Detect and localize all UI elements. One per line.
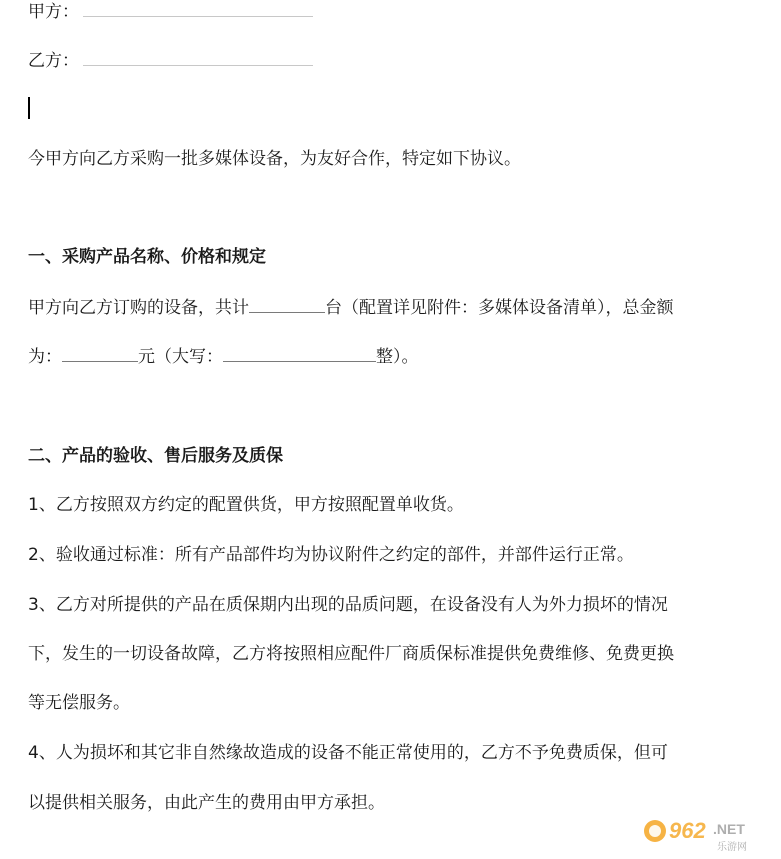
section1-line1-text-b: 台（配置详见附件：多媒体设备清单），总金额 [325,298,674,318]
section1-heading: 一、采购产品名称、价格和规定 [28,247,266,267]
section1-line2-text-a: 为： [28,347,62,367]
party-b-blank[interactable] [83,49,313,66]
section2-item3-line1: 3、乙方对所提供的产品在质保期内出现的品质问题，在设备没有人为外力损坏的情况 [28,595,668,615]
watermark-badge-icon [644,820,666,842]
quantity-blank[interactable] [249,296,325,313]
section1-line2 [28,345,419,368]
amount-words-blank[interactable] [223,345,376,362]
watermark-sub-text: 乐游网 [717,842,747,853]
section2-item4-line1: 4、人为损坏和其它非自然缘故造成的设备不能正常使用的，乙方不予免费质保，但可 [28,743,668,763]
text-cursor [28,97,30,119]
party-a-blank[interactable] [83,0,313,17]
section1-line1 [28,296,674,319]
section2-item2: 2、验收通过标准：所有产品部件均为协议附件之约定的部件，并部件运行正常。 [28,545,634,565]
section2-item3-line2: 下，发生的一切设备故障，乙方将按照相应配件厂商质保标准提供免费维修、免费更换 [28,644,674,664]
party-b-label: 乙方： [28,51,79,71]
amount-blank[interactable] [62,345,138,362]
watermark-net-text: .NET [713,821,745,837]
party-b-line [28,49,313,72]
intro-paragraph: 今甲方向乙方采购一批多媒体设备，为友好合作，特定如下协议。 [28,149,521,169]
section1-line2-text-b: 元（大写： [138,347,223,367]
section1-line2-text-c: 整）。 [376,347,419,367]
section1-line1-text-a: 甲方向乙方订购的设备，共计 [28,298,249,318]
site-watermark-logo [643,813,775,853]
section2-item3-line3: 等无偿服务。 [28,693,130,713]
section2-heading: 二、产品的验收、售后服务及质保 [28,446,283,466]
watermark-main-text: 962 [669,818,706,843]
section2-item4-line2: 以提供相关服务，由此产生的费用由甲方承担。 [28,793,385,813]
section2-item1: 1、乙方按照双方约定的配置供货，甲方按照配置单收货。 [28,495,464,515]
party-a-label: 甲方： [28,2,79,22]
party-a-line [28,0,313,23]
